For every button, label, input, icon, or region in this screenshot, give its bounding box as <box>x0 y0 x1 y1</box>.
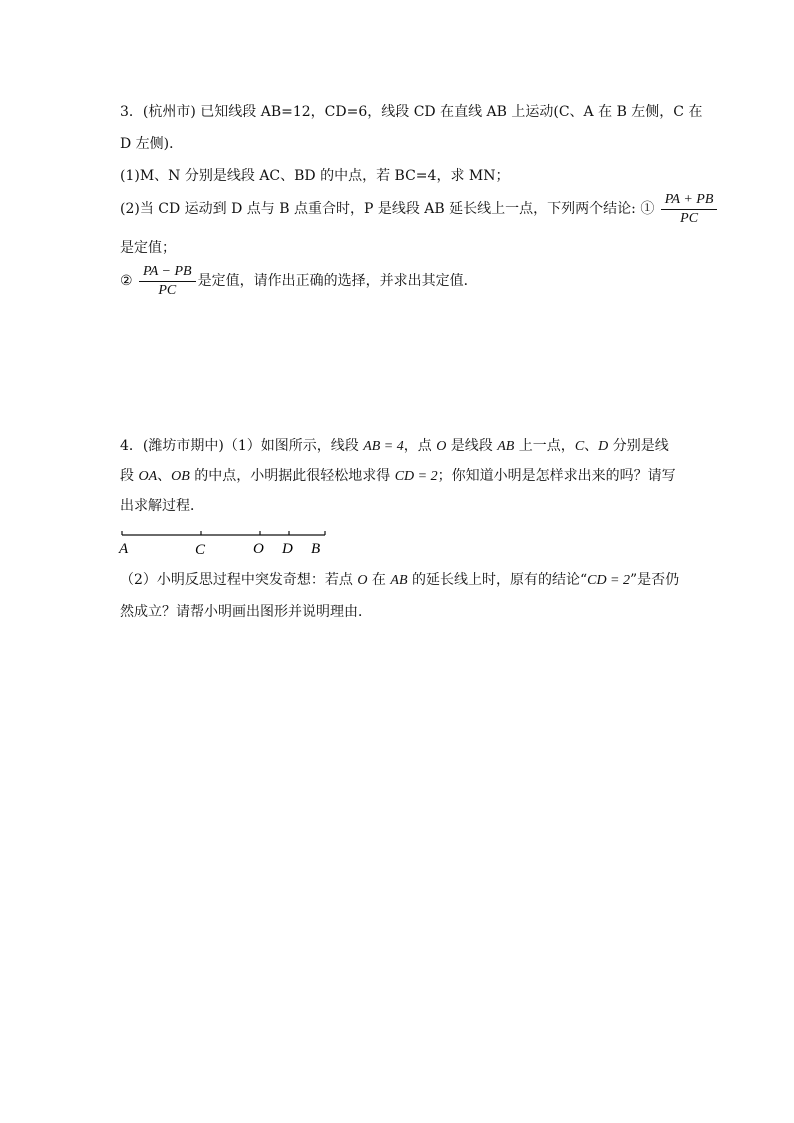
q4-math: O <box>436 439 447 454</box>
q3-part2-line <box>120 190 719 228</box>
q4-text: ”是否仍 <box>630 572 680 588</box>
q4-text: 是线段 <box>446 438 498 454</box>
q4-text: 4．(潍坊市期中)（1）如图所示，线段 <box>120 438 364 454</box>
q4-line-3: 出求解过程． <box>120 498 204 514</box>
q4-math: O <box>357 573 368 588</box>
q4-text: 的中点，小明据此很轻松地求得 <box>189 468 395 484</box>
q4-math: OB <box>171 469 190 484</box>
q4-math: CD = 2 <box>394 469 438 484</box>
fraction-2-numerator: PA − PB <box>143 263 192 279</box>
q4-text: ，点 <box>403 438 437 454</box>
q4-text: （2）小明反思过程中突发奇想：若点 <box>120 572 358 588</box>
label-b: B <box>311 541 321 557</box>
q3-option-2 <box>120 262 478 300</box>
q4-part2-line-2: 然成立？请帮小明画出图形并说明理由． <box>120 604 372 620</box>
label-d: D <box>282 541 293 557</box>
label-o: O <box>253 541 264 557</box>
circled-two: ② <box>120 273 133 289</box>
q4-math: AB <box>390 573 408 588</box>
q4-math: CD = 2 <box>587 573 631 588</box>
q3-option-2-text: 是定值，请作出正确的选择，并求出其定值． <box>197 273 478 289</box>
label-c: C <box>195 542 206 558</box>
q4-line-2 <box>120 466 676 487</box>
q4-math: OA <box>138 469 158 484</box>
q3-part2-text: (2)当 CD 运动到 D 点与 B 点重合时，P 是线段 AB 延长线上一点，下列两个结论: ① <box>120 201 655 217</box>
segment-diagram <box>118 528 338 560</box>
q4-math: C <box>574 439 585 454</box>
q4-text: 在 <box>367 572 391 588</box>
fraction-1-denominator: PC <box>680 210 699 226</box>
label-a: A <box>119 541 129 557</box>
q4-line-1 <box>120 436 669 457</box>
q4-text: 、 <box>157 468 172 484</box>
q4-text: 的延长线上时，原有的结论“ <box>407 572 588 588</box>
q4-text: 分别是线 <box>608 438 669 454</box>
q3-line-1: 3．(杭州市) 已知线段 AB=12，CD=6，线段 CD 在直线 AB 上运动(C、A 在 B 左侧，C 在 <box>120 104 703 120</box>
q4-text: ；你知道小明是怎样求出来的吗？请写 <box>437 468 676 484</box>
q3-line-5: 是定值； <box>120 240 176 256</box>
q4-math: D <box>598 439 609 454</box>
q4-part2-line-1 <box>120 570 679 591</box>
q3-part1: (1)M、N 分别是线段 AC、BD 的中点，若 BC=4，求 MN； <box>120 168 510 184</box>
fraction-1-numerator: PA + PB <box>664 191 714 207</box>
q4-math: AB <box>497 439 515 454</box>
fraction-2-denominator: PC <box>158 282 177 298</box>
q4-text: 、 <box>584 438 599 454</box>
q3-line-2: D 左侧)． <box>120 136 184 152</box>
fraction-2 <box>139 263 196 300</box>
q4-text: 段 <box>120 468 139 484</box>
q4-text: 上一点， <box>514 438 575 454</box>
q4-math: AB = 4 <box>363 439 404 454</box>
fraction-1 <box>661 191 718 228</box>
